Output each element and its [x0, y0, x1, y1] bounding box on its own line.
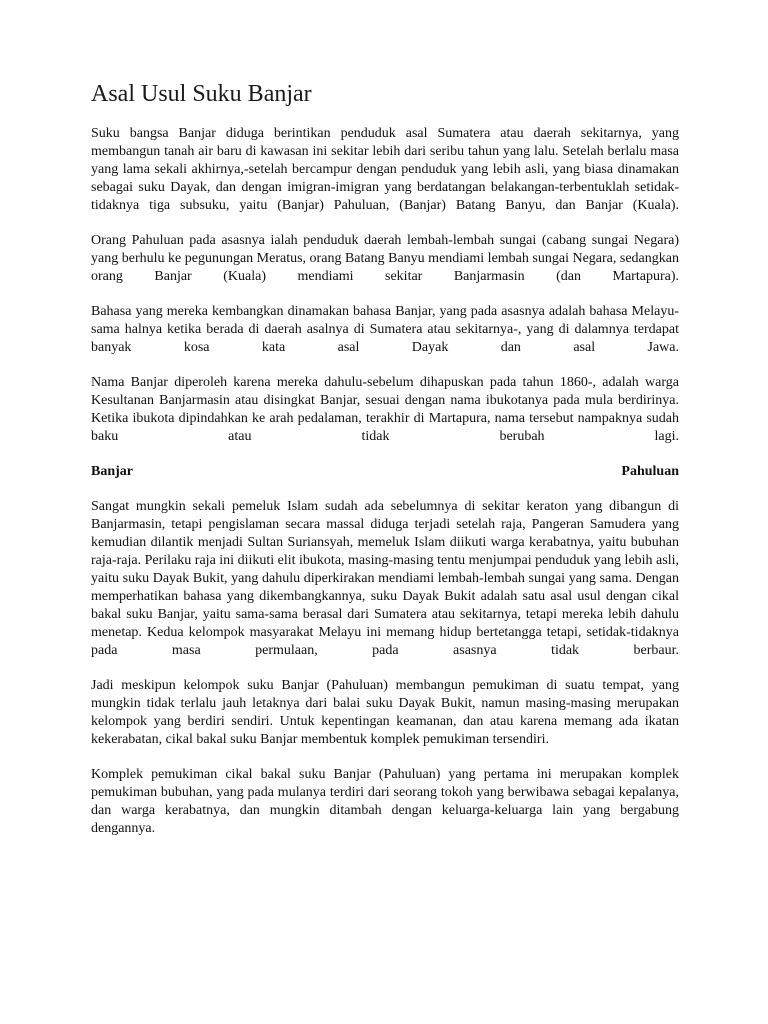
paragraph-4: Nama Banjar diperoleh karena mereka dahulu-sebelum dihapuskan pada tahun 1860-, adalah warga Kesultanan Banjarmasin atau disingkat Banjar, sesuai dengan nama ibukotanya pada mula berdirinya. Ketika ibukota dipindahkan ke arah pedalaman, terakhir di Martapura, nama tersebut nampaknya sudah baku atau tidak berubah lagi. [91, 374, 679, 444]
section-heading-right: Pahuluan [621, 463, 679, 479]
section-heading-left: Banjar [91, 463, 133, 479]
document-page [91, 80, 679, 855]
paragraph-3: Bahasa yang mereka kembangkan dinamakan bahasa Banjar, yang pada asasnya adalah bahasa Melayu-sama halnya ketika berada di daerah asalnya di Sumatera atau sekitarnya-, yang di dalamnya terdapat banyak kosa kata asal Dayak dan asal Jawa. [91, 303, 679, 355]
section-paragraph-3: Komplek pemukiman cikal bakal suku Banjar (Pahuluan) yang pertama ini merupakan komplek pemukiman bubuhan, yang pada mulanya terdiri dari seorang tokoh yang berwibawa sebagai kepalanya, dan warga kerabatnya, dan mungkin ditambah dengan keluarga-keluarga lain yang bergabung dengannya. [91, 766, 679, 836]
section-heading [91, 463, 679, 481]
page-title: Asal Usul Suku Banjar [91, 81, 312, 107]
paragraph-1: Suku bangsa Banjar diduga berintikan penduduk asal Sumatera atau daerah sekitarnya, yang membangun tanah air baru di kawasan ini sekitar lebih dari seribu tahun yang lalu. Setelah berlalu masa yang lama sekali akhirnya,-setelah bercampur dengan penduduk yang lebih asli, yang biasa dinamakan sebagai suku Dayak, dan dengan imigran-imigran yang berdatangan belakangan-terbentuklah setidak-tidaknya tiga subsuku, yaitu (Banjar) Pahuluan, (Banjar) Batang Banyu, dan Banjar (Kuala). [91, 125, 679, 213]
section-paragraph-2: Jadi meskipun kelompok suku Banjar (Pahuluan) membangun pemukiman di suatu tempat, yang mungkin tidak terlalu jauh letaknya dari balai suku Dayak Bukit, namun masing-masing merupakan kelompok yang berdiri sendiri. Untuk kepentingan keamanan, dan atau karena memang ada ikatan kekerabatan, cikal bakal suku Banjar membentuk komplek pemukiman tersendiri. [91, 677, 679, 747]
paragraph-2: Orang Pahuluan pada asasnya ialah penduduk daerah lembah-lembah sungai (cabang sungai Negara) yang berhulu ke pegunungan Meratus, orang Batang Banyu mendiami lembah sungai Negara, sedangkan orang Banjar (Kuala) mendiami sekitar Banjarmasin (dan Martapura). [91, 232, 679, 284]
section-paragraph-1: Sangat mungkin sekali pemeluk Islam sudah ada sebelumnya di sekitar keraton yang dibangun di Banjarmasin, tetapi pengislaman secara massal diduga terjadi setelah raja, Pangeran Samudera yang kemudian dilantik menjadi Sultan Suriansyah, memeluk Islam diikuti warga kerabatnya, yaitu bubuhan raja-raja. Perilaku raja ini diikuti elit ibukota, masing-masing tentu menjumpai penduduk yang lebih asli, yaitu suku Dayak Bukit, yang dahulu diperkirakan mendiami lembah-lembah sungai yang sama. Dengan memperhatikan bahasa yang dikembangkannya, suku Dayak Bukit adalah satu asal usul dengan cikal bakal suku Banjar, yaitu sama-sama berasal dari Sumatera atau sekitarnya, tetapi mereka lebih dahulu menetap. Kedua kelompok masyarakat Melayu ini memang hidup bertetangga tetapi, setidak-tidaknya pada masa permulaan, pada asasnya tidak berbaur. [91, 498, 679, 658]
